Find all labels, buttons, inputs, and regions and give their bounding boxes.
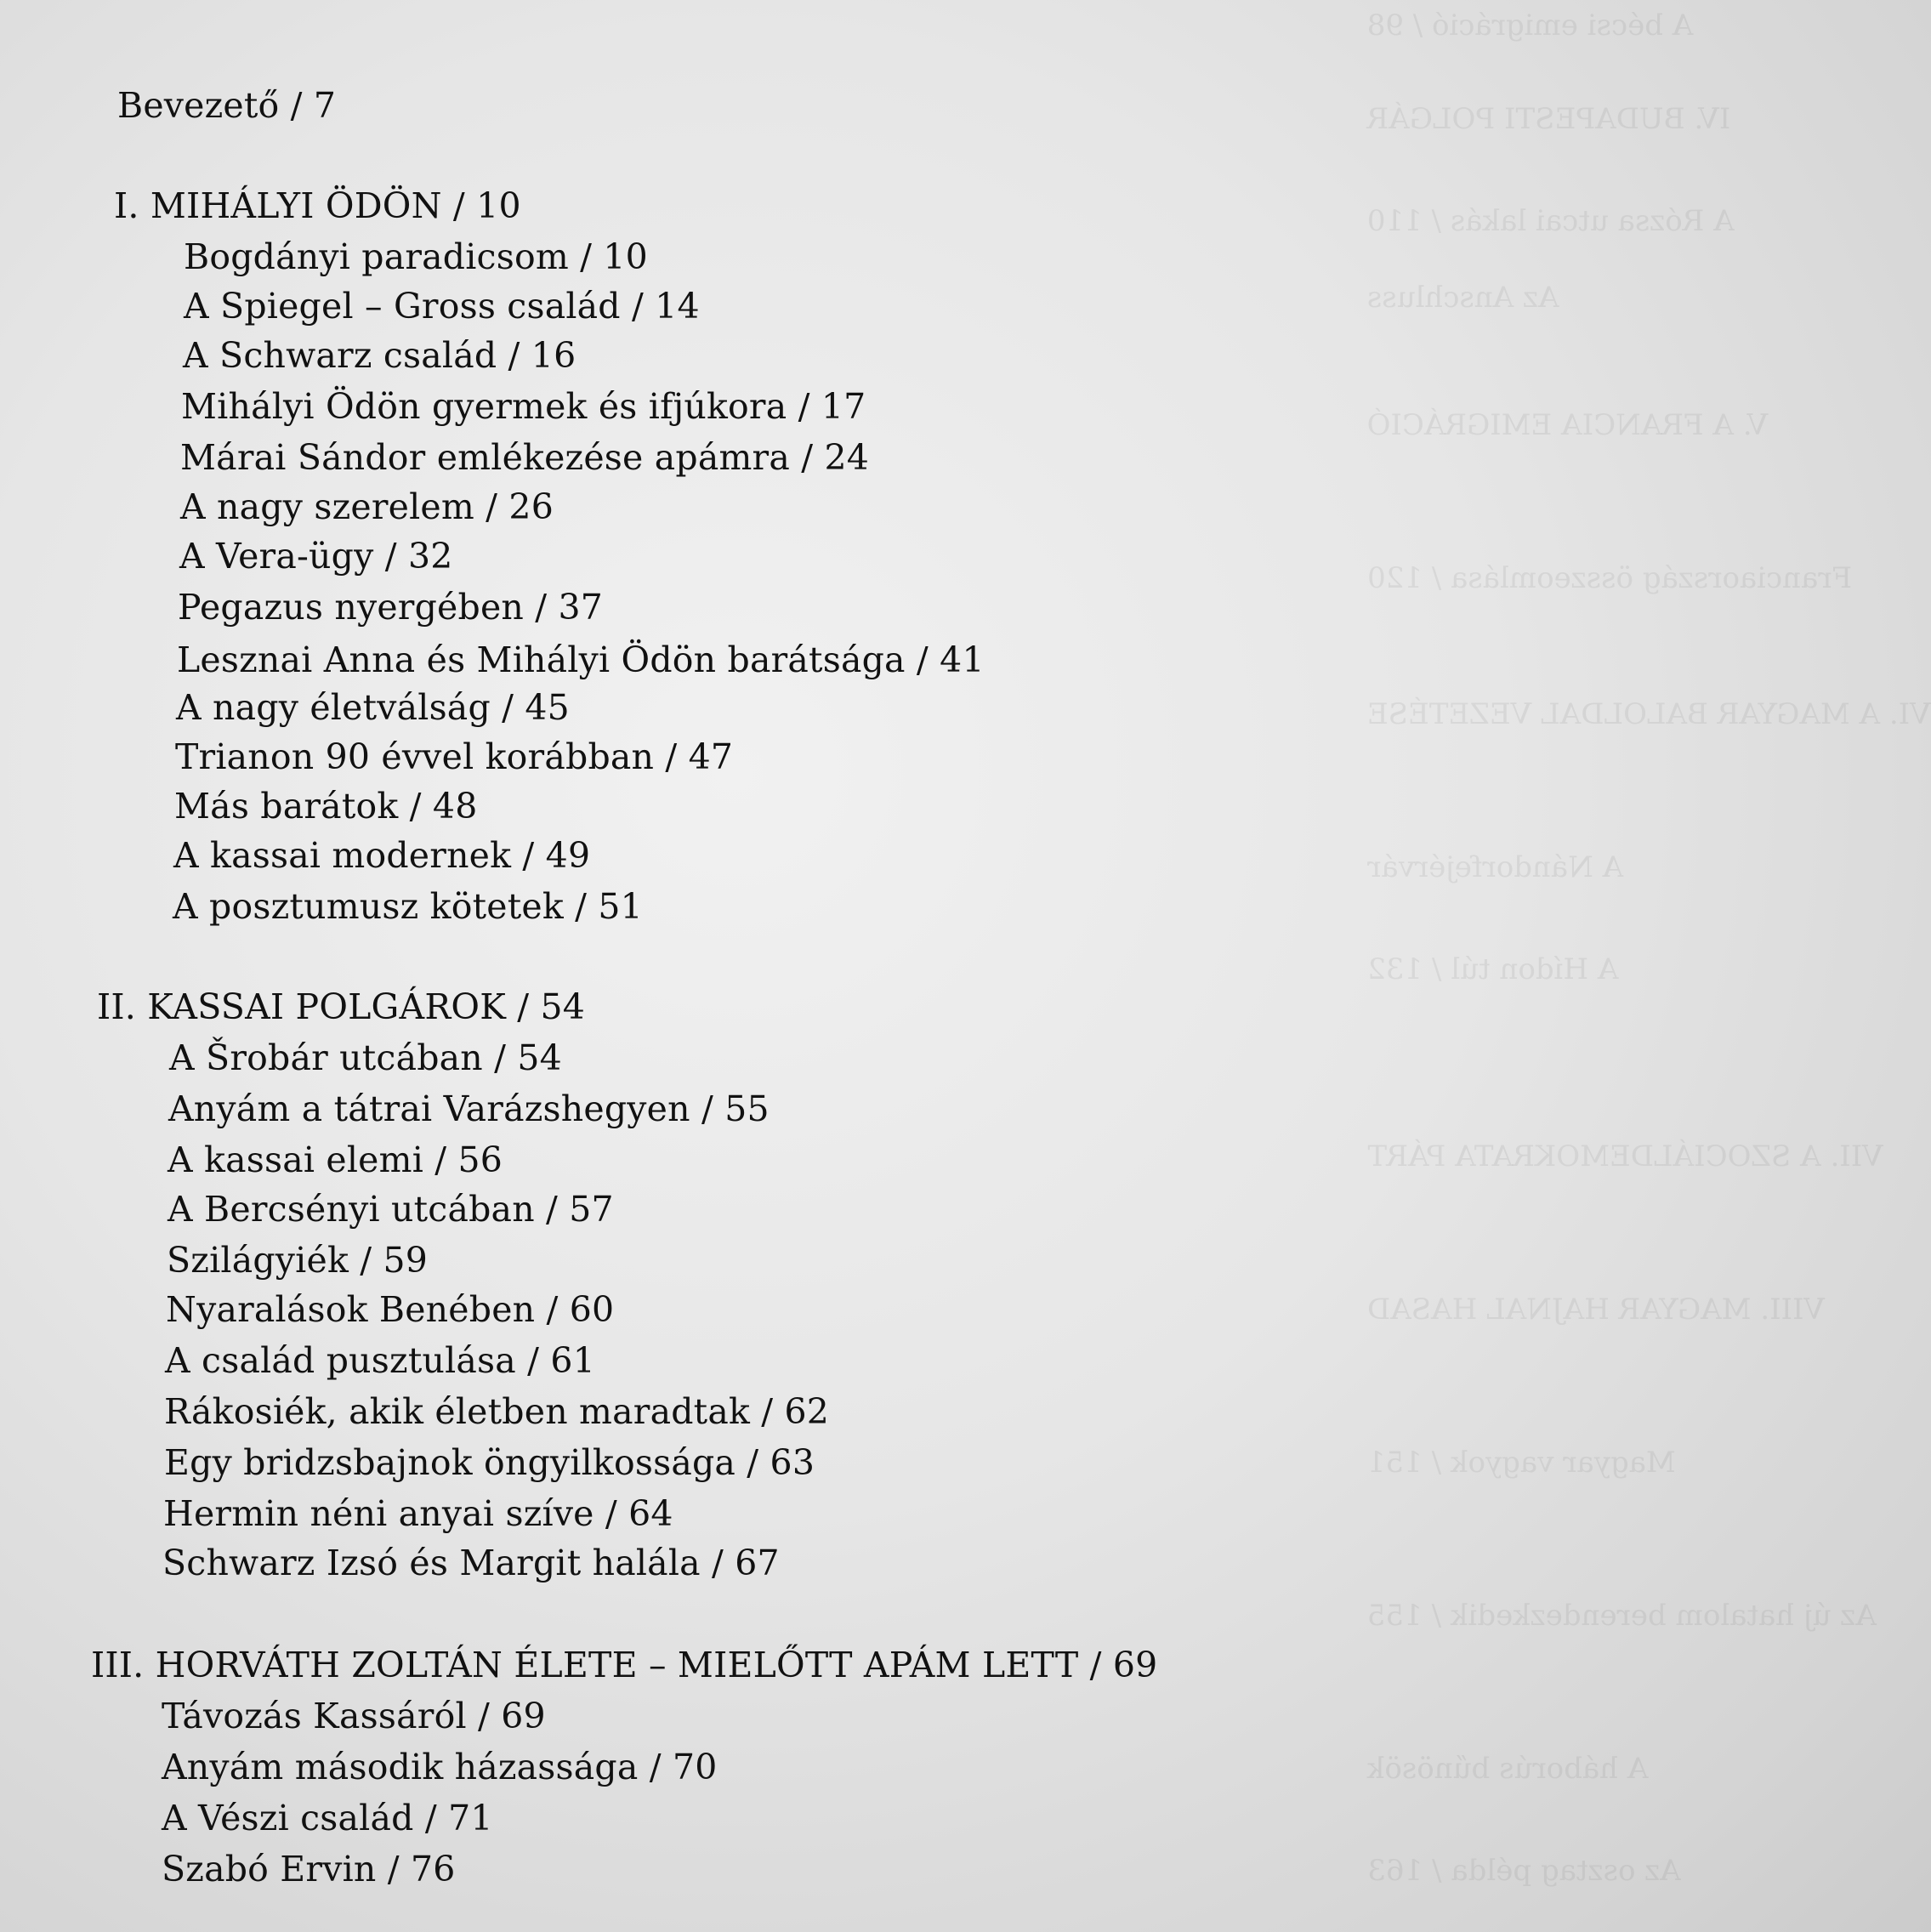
toc-item: A posztumusz kötetek / 51: [173, 886, 643, 927]
toc-item: Szilágyiék / 59: [167, 1240, 429, 1281]
toc-item: A Bercsényi utcában / 57: [168, 1189, 614, 1230]
toc-item: A kassai modernek / 49: [173, 835, 591, 876]
toc-item: Mihályi Ödön gyermek és ifjúkora / 17: [181, 386, 866, 427]
bleed-through-background: A bécsi emigráció / 98 IV. BUDAPESTI POLGÁR A Rózsa utcai lakás / 110 Az Anschluss V. A FRANCIA EMIGRÁCIÓ Franciaország összeomlása / 120 VI. A MAGYAR BALOLDAL VEZETÉSE A Nándorfejérvár A Hídon túl / 132 VII. A SZOCIÁLDEMOKRATA PÁRT VIII. MAGYAR HAJNAL HASAD Magyar vagyok / 151 Az új hatalom berendezkedik / 155 A háborús bűnösök Az osztag példa / 163: [1367, 9, 1931, 1888]
toc-item: A Schwarz család / 16: [183, 335, 576, 376]
toc-item: A nagy szerelem / 26: [180, 486, 554, 527]
chapter-heading-3: III. HORVÁTH ZOLTÁN ÉLETE – MIELŐTT APÁM LETT / 69: [91, 1645, 1158, 1685]
toc-item: Anyám a tátrai Varázshegyen / 55: [168, 1088, 770, 1129]
toc-item: Lesznai Anna és Mihályi Ödön barátsága / 41: [177, 639, 985, 680]
toc-item: A nagy életválság / 45: [176, 687, 570, 728]
toc-item: A Šrobár utcában / 54: [169, 1037, 562, 1078]
toc-item: Hermin néni anyai szíve / 64: [163, 1493, 673, 1534]
toc-item: A Vészi család / 71: [162, 1798, 493, 1838]
toc-item: Schwarz Izsó és Margit halála / 67: [162, 1543, 780, 1583]
toc-item: Nyaralások Benében / 60: [166, 1289, 615, 1330]
toc-item: Pegazus nyergében / 37: [178, 587, 604, 628]
toc-item: Távozás Kassáról / 69: [162, 1696, 546, 1736]
toc-item: A család pusztulása / 61: [165, 1340, 595, 1381]
toc-item: Egy bridzsbajnok öngyilkossága / 63: [164, 1442, 815, 1483]
toc-item: Szabó Ervin / 76: [162, 1849, 456, 1889]
toc-item: Más barátok / 48: [174, 786, 478, 827]
toc-item: Trianon 90 évvel korábban / 47: [175, 736, 734, 777]
toc-item: Anyám második házassága / 70: [162, 1747, 718, 1787]
toc-item: A kassai elemi / 56: [168, 1139, 503, 1180]
toc-item: Márai Sándor emlékezése apámra / 24: [180, 437, 870, 478]
toc-item: Bogdányi paradicsom / 10: [184, 236, 648, 277]
toc-item: A Vera-ügy / 32: [179, 536, 453, 577]
toc-item: A Spiegel – Gross család / 14: [184, 286, 700, 327]
toc-item: Rákosiék, akik életben maradtak / 62: [164, 1391, 830, 1432]
chapter-heading-1: I. MIHÁLYI ÖDÖN / 10: [114, 185, 521, 226]
chapter-heading-2: II. KASSAI POLGÁROK / 54: [97, 986, 586, 1027]
toc-intro: Bevezető / 7: [117, 85, 337, 126]
